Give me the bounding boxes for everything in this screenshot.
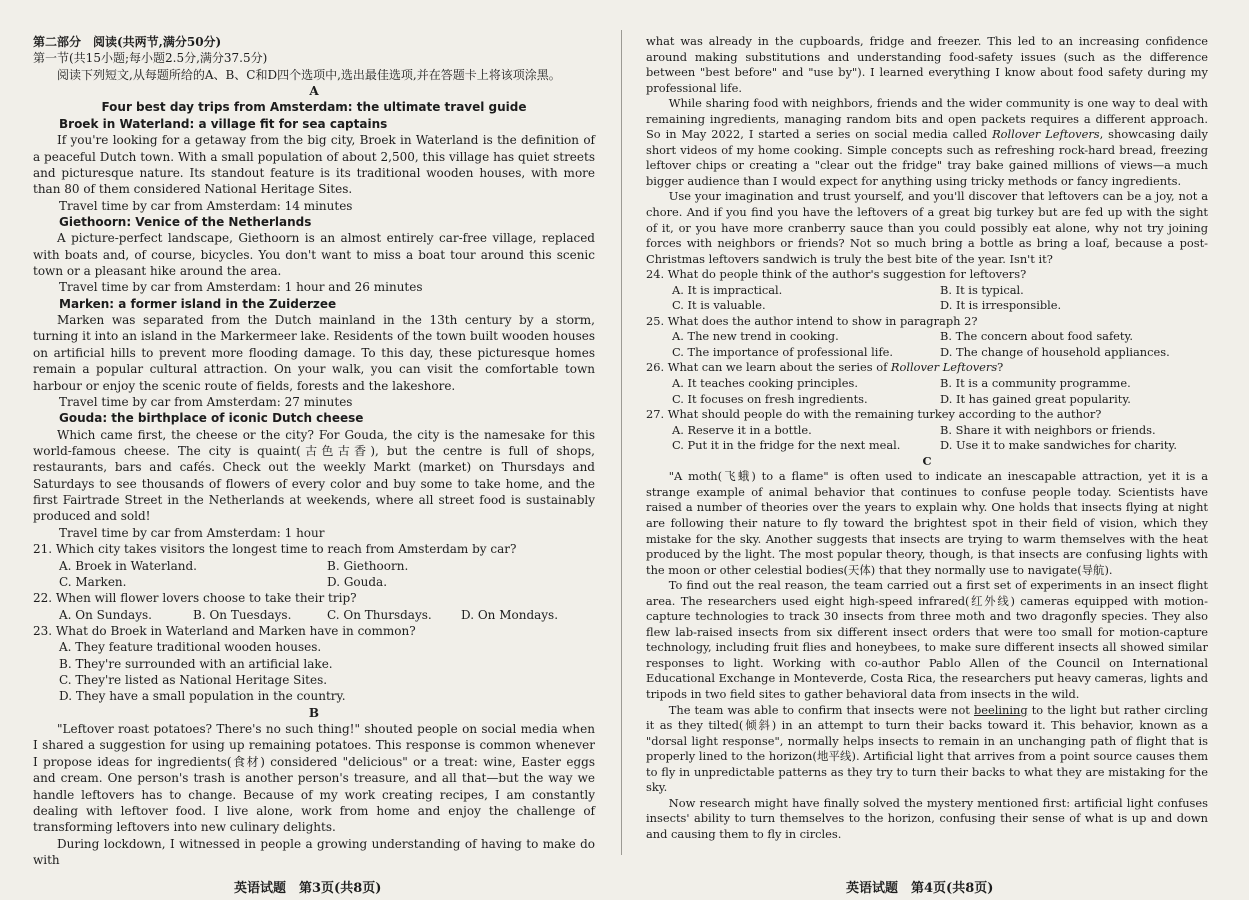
trip-body: If you're looking for a getaway from the big city, Broek in Waterland is the definition of a peaceful Dutch town. With a small population of about 2,500, this village has quiet streets and picturesque nature. Its standout feature is its traditional wooden houses, with more than 80 of them considered National Heritage Sites. [33,133,595,197]
option-b: B. It is a community programme. [940,376,1131,391]
option-a: A. Reserve it in a bottle. [672,422,812,437]
question-26-options [646,392,1208,408]
page-footer-left: 英语试题 第3页(共8页) [234,881,382,896]
option-d: D. Use it to make sandwiches for charity. [940,438,1177,453]
passage-b-letter: B [308,705,320,720]
option-d: D. It is irresponsible. [940,298,1062,313]
trip-travel-time: Travel time by car from Amsterdam: 1 hour [59,525,325,540]
passage-c-letter: C [922,453,932,468]
question-25-options [646,329,1208,345]
underlined-word: beelining [973,702,1028,717]
passage-b-paragraph: Use your imagination and trust yourself, and you'll discover that leftovers can be a joy, not a chore. And if you find you have the leftovers of a great big turkey but are fed up with the sight of it, or you have more cranberry sauce than you could possibly eat alone, why not try joining forces with neighbors or friends? Not so much bring a bottle as bring a loaf, because a post-Christmas leftovers sandwich is truly the best bite of the year. Isn't it? [646,189,1208,266]
option-c: C. It focuses on fresh ingredients. [672,391,868,406]
passage-c-paragraph: To find out the real reason, the team carried out a first set of experiments in an insect flight area. The researchers used eight high-speed infrared(红外线) cameras equipped with motion-capture technologies to track 30 insects from three moth and two dragonfly species. They also flew lab-raised insects from six different insect orders that were too small for motion-capture technology, including fruit flies and honeybees, to make sure different insects all showed similar responses to light. Working with co-author Pablo Allen of the Council on International Educational Exchange in Monteverde, Costa Rica, the researchers put heavy cameras, lights and tripods in two field sites to gather behavioral data from insects in the wild. [646,578,1208,701]
trip-heading: Marken: a former island in the Zuiderzee [59,296,337,311]
trip-body: Which came first, the cheese or the city? For Gouda, the city is the namesake for this world-famous cheese. The city is quaint(古色古香), but the centre is full of shops, restaurants, bars and cafés. Check out the weekly Markt (market) on Thursdays and Saturdays to see thousands of flowers of every color and buy some to take home, and the first Fairtrade Street in the Netherlands at weekends, where all street food is sustainably produced and sold! [33,427,595,524]
question-25-stem: 25. What does the author intend to show in paragraph 2? [646,313,978,328]
question-24-options [646,298,1208,314]
option-d: D. On Mondays. [461,607,559,622]
question-23-stem: 23. What do Broek in Waterland and Marken have in common? [33,623,416,638]
option-c: C. It is valuable. [672,298,766,313]
part-header: 第二部分 阅读(共两节,满分50分) [33,35,222,49]
trip-travel-time: Travel time by car from Amsterdam: 14 minutes [59,198,353,213]
trip-travel-time: Travel time by car from Amsterdam: 1 hour and 26 minutes [59,280,423,295]
option-c: C. On Thursdays. [327,607,432,622]
passage-a-letter: A [309,84,319,99]
option-d: D. Gouda. [327,574,388,589]
question-21-stem: 21. Which city takes visitors the longest time to reach from Amsterdam by car? [33,542,517,557]
option-c: C. They're listed as National Heritage Sites. [59,673,328,688]
question-25-options [646,345,1208,361]
passage-a-title: Four best day trips from Amsterdam: the ultimate travel guide [101,100,527,115]
option-d: D. It has gained great popularity. [940,391,1131,406]
trip-heading: Broek in Waterland: a village fit for sea captains [59,116,388,131]
page-footer-right: 英语试题 第4页(共8页) [846,881,994,896]
trip-travel-time: Travel time by car from Amsterdam: 27 minutes [59,394,353,409]
passage-c-paragraph: "A moth(飞蛾) to a flame" is often used to indicate an inescapable attraction, yet it is a strange example of animal behavior that continues to confuse people today. Scientists have raised a number of theories over the years to explain why. One holds that insects flying at night are following their nature to fly toward the brightest spot in their field of vision, which they mistake for the sky. Another suggests that insects are trying to warm themselves with the heat produced by the light. The most popular theory, though, is that insects are confusing lights with the moon or other celestial bodies(天体) that they normally use to navigate(导航). [646,469,1208,577]
trip-body: A picture-perfect landscape, Giethoorn is an almost entirely car-free village, replaced with boats and, of course, bicycles. You don't want to miss a boat tour around this scenic town or a pleasant hike around the area. [33,231,595,279]
instruction: 阅读下列短文,从每题所给的A、B、C和D四个选项中,选出最佳选项,并在答题卡上将该项涂黑。 [57,67,561,82]
right-column [646,34,1208,842]
passage-b-paragraph: During lockdown, I witnessed in people a growing understanding of having to make do with [33,836,595,867]
series-title: Rollover Leftovers [992,127,1100,142]
option-c: C. The importance of professional life. [672,344,894,359]
question-24-options [646,283,1208,299]
passage-c-paragraph: The team was able to confirm that insects were not beelining to the light but rather circling it as they tilted(倾斜) in an attempt to turn their backs toward it. This behavior, known as a "dorsal light response", normally helps insects to remain in an unchanging path of flight that is properly lined to the horizon(地平线). Artificial light that arrives from a point source causes them to fly in unpredictable patterns as they try to turn their backs to what they are mistaking for the sky. [646,702,1208,795]
option-a: A. The new trend in cooking. [672,329,839,344]
option-b: B. On Tuesdays. [193,607,292,622]
passage-b-paragraph: what was already in the cupboards, fridge and freezer. This led to an increasing confidence around making substitutions and understanding food-safety issues (such as the difference between "best before" and "use by"). I learned everything I know about food safety during my professional life. [646,34,1208,95]
trip-body: Marken was separated from the Dutch mainland in the 13th century by a storm, turning it into an island in the Markermeer lake. Residents of the town built wooden houses on artificial hills to prevent more flooding damage. To this day, these picturesque homes remain a popular cultural attraction. On your walk, you can visit the comfortable town harbour or enjoy the scenic route of fields, forests and the lakeshore. [33,313,595,393]
option-a: A. It teaches cooking principles. [672,376,858,391]
question-27-options [646,423,1208,439]
passage-b-paragraph: "Leftover roast potatoes? There's no such thing!" shouted people on social media when I shared a suggestion for using up remaining potatoes. This response is common whenever I propose ideas for ingredients(食材) considered "delicious" or a treat: wine, Easter eggs and cream. One person's trash is another person's treasure, and all that—but the way we handle leftovers has to change. Because of my work creating recipes, I am constantly dealing with leftover food. I live alone, work from home and enjoy the challenge of transforming leftovers into new culinary delights. [33,722,595,835]
option-a: A. It is impractical. [672,282,783,297]
question-22-stem: 22. When will flower lovers choose to take their trip? [33,591,357,606]
question-26-stem: 26. What can we learn about the series of Rollover Leftovers? [646,360,1004,375]
question-21-options [33,558,595,574]
question-27-stem: 27. What should people do with the remaining turkey according to the author? [646,407,1102,422]
option-b: B. The concern about food safety. [940,329,1134,344]
option-d: D. They have a small population in the country. [59,689,346,704]
option-c: C. Marken. [59,574,127,589]
question-21-options [33,574,595,590]
option-d: D. The change of household appliances. [940,344,1170,359]
option-b: B. It is typical. [940,282,1024,297]
option-a: A. On Sundays. [59,607,152,622]
section-header: 第一节(共15小题;每小题2.5分,满分37.5分) [33,51,268,66]
left-column [33,34,595,868]
trip-heading: Giethoorn: Venice of the Netherlands [59,214,312,229]
trip-heading: Gouda: the birthplace of iconic Dutch cheese [59,411,364,426]
option-a: A. They feature traditional wooden houses. [59,640,322,655]
question-22-options [33,607,595,623]
option-a: A. Broek in Waterland. [59,558,197,573]
option-b: B. They're surrounded with an artificial lake. [59,656,333,671]
option-b: B. Share it with neighbors or friends. [940,422,1156,437]
option-b: B. Giethoorn. [327,558,409,573]
column-divider [621,30,622,855]
option-c: C. Put it in the fridge for the next meal. [672,438,901,453]
question-24-stem: 24. What do people think of the author's suggestion for leftovers? [646,267,1027,282]
question-26-options [646,376,1208,392]
question-27-options [646,438,1208,454]
passage-b-paragraph: While sharing food with neighbors, friends and the wider community is one way to deal with remaining ingredients, managing random bits and open packets requires a different approach. So in May 2022, I started a series on social media called Rollover Leftovers, showcasing daily short videos of my home cooking. Simple concepts such as refreshing rock-hard bread, freezing leftover chips or creating a "clear out the fridge" tray bake gained millions of views—a much bigger audience than I would expect for anything using tricky methods or fancy ingredients. [646,96,1208,188]
passage-c-paragraph: Now research might have finally solved the mystery mentioned first: artificial light confuses insects' ability to turn themselves to the horizon, confusing their sense of what is up and down and causing them to fly in circles. [646,795,1208,841]
